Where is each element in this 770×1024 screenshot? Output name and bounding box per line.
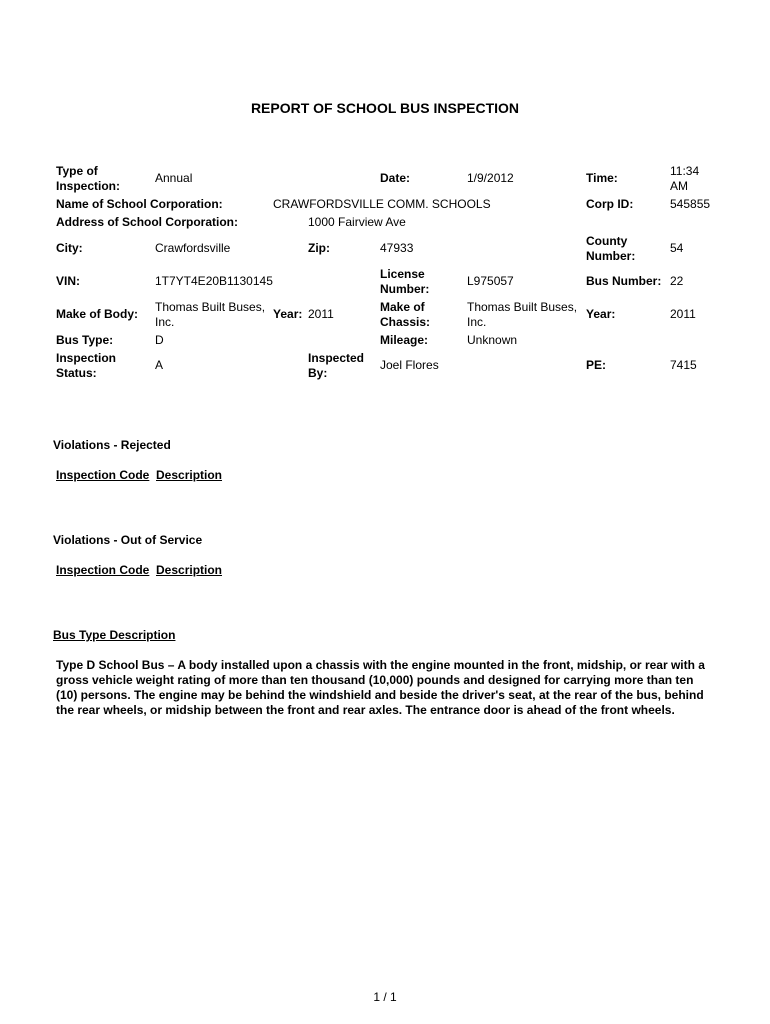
inspection-status-label bbox=[56, 351, 116, 381]
value-line: Inc. bbox=[467, 315, 487, 329]
label-line: Status: bbox=[56, 366, 97, 380]
label-line: Inspected bbox=[308, 351, 365, 365]
label-line: County bbox=[586, 234, 628, 248]
make-of-body-value bbox=[155, 300, 265, 330]
chassis-year-value: 2011 bbox=[670, 307, 696, 321]
mileage-value: Unknown bbox=[467, 333, 518, 347]
city-label: City: bbox=[56, 241, 83, 255]
date-value: 1/9/2012 bbox=[467, 171, 514, 185]
bus-type-value: D bbox=[155, 333, 164, 347]
license-number-value: L975057 bbox=[467, 274, 514, 288]
corp-name-label: Name of School Corporation: bbox=[56, 197, 223, 211]
page-number: 1 / 1 bbox=[373, 990, 397, 1004]
inspection-status-value: A bbox=[155, 358, 164, 372]
type-of-inspection-label bbox=[56, 164, 120, 194]
violations-oos-heading: Violations - Out of Service bbox=[53, 533, 203, 547]
bus-type-description-text: Type D School Bus – A body installed upon a chassis with the engine mounted in the front, midship, or rear with a gross vehicle weight rating of more than ten thousand (10,000) pounds and designed for carrying more than ten (10) persons. The engine may be behind the windshield and beside the driver's seat, at the rear of the bus, behind the rear wheels, or midship between the front and rear axles. The entrance door is ahead of the front wheels. bbox=[56, 658, 705, 717]
pe-label: PE: bbox=[586, 358, 607, 372]
rejected-description-header: Description bbox=[156, 468, 223, 482]
label-line: Number: bbox=[380, 282, 430, 296]
date-label: Date: bbox=[380, 171, 411, 185]
bus-number-value: 22 bbox=[670, 274, 684, 288]
vin-label: VIN: bbox=[56, 274, 80, 288]
chassis-year-label: Year: bbox=[586, 307, 616, 321]
label-line: Number: bbox=[586, 249, 636, 263]
mileage-label: Mileage: bbox=[380, 333, 429, 347]
type-of-inspection-value: Annual bbox=[155, 171, 193, 185]
county-number-label bbox=[586, 234, 635, 264]
oos-description-header: Description bbox=[156, 563, 223, 577]
rejected-inspection-code-header: Inspection Code bbox=[56, 468, 150, 482]
report-title: REPORT OF SCHOOL BUS INSPECTION bbox=[250, 100, 520, 116]
time-value bbox=[670, 164, 699, 194]
value-line: 11:34 bbox=[670, 164, 700, 178]
label-line: Type of bbox=[56, 164, 98, 178]
make-of-chassis-value bbox=[467, 300, 577, 330]
make-of-chassis-label bbox=[380, 300, 430, 330]
license-number-label bbox=[380, 267, 429, 297]
violations-rejected-heading: Violations - Rejected bbox=[53, 438, 171, 452]
inspected-by-label bbox=[308, 351, 364, 381]
label-line: Inspection bbox=[56, 351, 117, 365]
value-line: Thomas Built Buses, bbox=[467, 300, 578, 314]
value-line: Thomas Built Buses, bbox=[155, 300, 266, 314]
zip-value: 47933 bbox=[380, 241, 414, 255]
county-number-value: 54 bbox=[670, 241, 684, 255]
label-line: Make of bbox=[380, 300, 425, 314]
corp-name-value: CRAWFORDSVILLE COMM. SCHOOLS bbox=[273, 197, 491, 211]
address-value: 1000 Fairview Ave bbox=[308, 215, 406, 229]
address-label: Address of School Corporation: bbox=[56, 215, 239, 229]
label-line: By: bbox=[308, 366, 328, 380]
label-line: Inspection: bbox=[56, 179, 121, 193]
vin-value: 1T7YT4E20B1130145 bbox=[155, 274, 273, 288]
label-line: License bbox=[380, 267, 425, 281]
pe-value: 7415 bbox=[670, 358, 697, 372]
make-of-body-label: Make of Body: bbox=[56, 307, 139, 321]
zip-label: Zip: bbox=[308, 241, 330, 255]
bus-number-label: Bus Number: bbox=[586, 274, 662, 288]
body-year-label: Year: bbox=[273, 307, 303, 321]
oos-inspection-code-header: Inspection Code bbox=[56, 563, 150, 577]
value-line: AM bbox=[670, 179, 688, 193]
value-line: Inc. bbox=[155, 315, 175, 329]
corp-id-value: 545855 bbox=[670, 197, 711, 211]
time-label: Time: bbox=[586, 171, 618, 185]
label-line: Chassis: bbox=[380, 315, 431, 329]
bus-type-description-heading: Bus Type Description bbox=[53, 628, 176, 642]
bus-type-label: Bus Type: bbox=[56, 333, 114, 347]
inspected-by-value: Joel Flores bbox=[380, 358, 439, 372]
city-value: Crawfordsville bbox=[155, 241, 231, 255]
corp-id-label: Corp ID: bbox=[586, 197, 634, 211]
body-year-value: 2011 bbox=[308, 307, 334, 321]
